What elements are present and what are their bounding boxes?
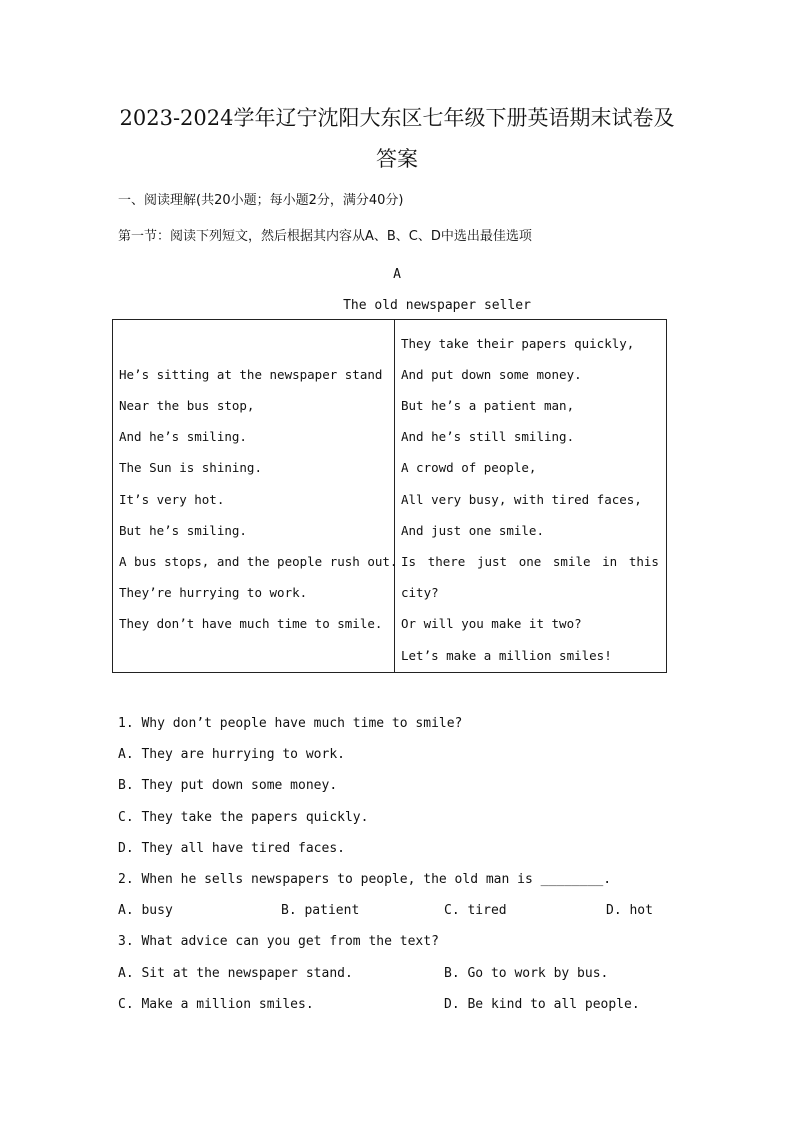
poem-word: just — [476, 554, 508, 569]
question-2-option-c: C. tired — [444, 903, 507, 918]
poem-left-line: He’s sitting at the newspaper stand — [119, 367, 383, 382]
poem-word: smile — [552, 554, 591, 569]
poem-left-line: And he’s smiling. — [119, 429, 247, 444]
question-1-option-d: D. They all have tired faces. — [118, 841, 345, 856]
poem-left-line: The Sun is shining. — [119, 460, 262, 475]
poem-word: in — [602, 554, 618, 569]
question-2-option-a: A. busy — [118, 903, 173, 918]
poem-right-line: city? — [401, 585, 439, 600]
poem-left-line: It’s very hot. — [119, 492, 225, 507]
question-3-option-d: D. Be kind to all people. — [444, 997, 640, 1012]
poem-right-line: And he’s still smiling. — [401, 429, 575, 444]
poem-left-line: They don’t have much time to smile. — [119, 616, 383, 631]
poem-word: one — [518, 554, 542, 569]
poem-left-line: But he’s smiling. — [119, 523, 247, 538]
poem-left-line: They’re hurrying to work. — [119, 585, 308, 600]
document-title-line2: 答案 — [376, 147, 418, 171]
document-title-line1: 2023-2024学年辽宁沈阳大东区七年级下册英语期末试卷及 — [119, 106, 675, 130]
poem-right-line: They take their papers quickly, — [401, 336, 635, 351]
poem-word: this — [628, 554, 659, 569]
poem-word: there — [427, 554, 466, 569]
question-1-option-a: A. They are hurrying to work. — [118, 747, 345, 762]
poem-right-line: And put down some money. — [401, 367, 582, 382]
part-instruction: 第一节：阅读下列短文，然后根据其内容从A、B、C、D中选出最佳选项 — [118, 229, 532, 244]
poem-right-line: Or will you make it two? — [401, 616, 582, 631]
question-1-option-c: C. They take the papers quickly. — [118, 810, 369, 825]
poem-right-line: Let’s make a million smiles! — [401, 648, 612, 663]
passage-title: The old newspaper seller — [343, 298, 531, 313]
poem-right-line: And just one smile. — [401, 523, 544, 538]
poem-right-line: All very busy, with tired faces, — [401, 492, 642, 507]
question-3-stem: 3. What advice can you get from the text? — [118, 934, 439, 949]
poem-left-line: Near the bus stop, — [119, 398, 255, 413]
passage-label: A — [393, 267, 401, 282]
poem-left-line: A bus stops, and the people rush out. — [119, 554, 398, 569]
section-heading: 一、阅读理解(共20小题；每小题2分，满分40分) — [118, 193, 404, 208]
question-3-option-c: C. Make a million smiles. — [118, 997, 314, 1012]
poem-word: Is — [401, 554, 417, 569]
poem-right-justified-line — [401, 553, 659, 571]
poem-right-line: But he’s a patient man, — [401, 398, 575, 413]
question-1-option-b: B. They put down some money. — [118, 778, 338, 793]
question-2-option-d: D. hot — [606, 903, 653, 918]
question-1-stem: 1. Why don’t people have much time to smile? — [118, 716, 463, 731]
poem-column-divider — [394, 320, 395, 672]
poem-right-line: A crowd of people, — [401, 460, 537, 475]
poem-table — [112, 319, 667, 673]
question-2-stem: 2. When he sells newspapers to people, the old man is ________. — [118, 872, 612, 887]
question-2-option-b: B. patient — [281, 903, 360, 918]
question-3-option-a: A. Sit at the newspaper stand. — [118, 966, 353, 981]
question-3-option-b: B. Go to work by bus. — [444, 966, 609, 981]
